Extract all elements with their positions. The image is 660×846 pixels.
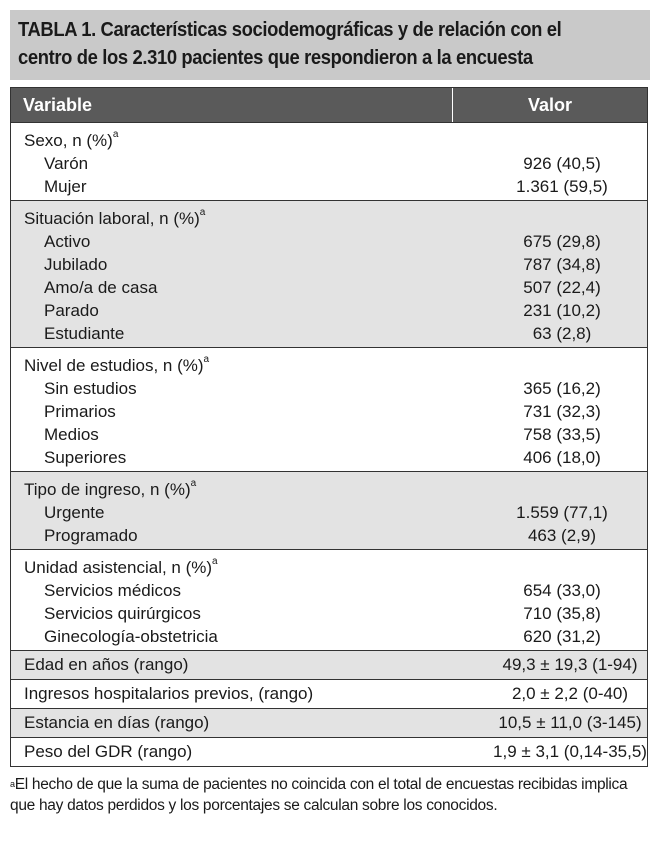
- row-label-text: Estudiante: [44, 323, 125, 343]
- row-value-text: 463 (2,9): [527, 525, 597, 545]
- table-row: [11, 579, 647, 602]
- group-heading-text: Unidad asistencial, n (%): [24, 557, 213, 577]
- table-group: [11, 200, 647, 347]
- row-value-text: 731 (32,3): [523, 401, 601, 421]
- row-value: [453, 232, 647, 252]
- table-row: [11, 524, 647, 547]
- row-value: [453, 154, 647, 174]
- row-value-text: 787 (34,8): [523, 254, 601, 274]
- row-value-text: 507 (22,4): [523, 277, 601, 297]
- row-label-text: Programado: [44, 525, 138, 545]
- table-row: [11, 602, 647, 625]
- row-value: [453, 684, 647, 704]
- row-value-text: 63 (2,8): [532, 323, 592, 343]
- table-body: [11, 122, 647, 766]
- footnote-text: El hecho de que la suma de pacientes no coincida con el total de encuestas recibidas implica que hay datos perdidos y los porcentajes se calculan sobre los conocidos.: [10, 776, 628, 814]
- group-heading-text: Nivel de estudios, n (%): [24, 355, 204, 375]
- row-label: [11, 713, 453, 733]
- group-heading: [11, 555, 453, 578]
- row-label-text: Ginecología-obstetricia: [44, 626, 218, 646]
- table-row: [11, 501, 647, 524]
- row-label-text: Varón: [44, 153, 89, 173]
- row-value-text: 710 (35,8): [523, 603, 601, 623]
- row-value: [453, 581, 647, 601]
- group-heading: [11, 206, 453, 229]
- table-title-line-1: TABLA 1. Características sociodemográficas y de relación con el: [18, 19, 562, 41]
- row-label-text: Primarios: [44, 401, 116, 421]
- group-heading-row: [11, 207, 647, 230]
- footnote-marker: a: [203, 353, 210, 365]
- row-value: [453, 177, 647, 197]
- row-value-text: 231 (10,2): [523, 300, 601, 320]
- row-value: [453, 425, 647, 445]
- table-group: [11, 122, 647, 200]
- table-row: [11, 650, 647, 679]
- row-label-text: Activo: [44, 231, 91, 251]
- row-label-text: Estancia en días (rango): [24, 713, 210, 732]
- table-row: [11, 152, 647, 175]
- row-label: [11, 177, 453, 197]
- row-value: [453, 448, 647, 468]
- row-value-text: 654 (33,0): [523, 580, 601, 600]
- row-label-text: Jubilado: [44, 254, 108, 274]
- row-value: [453, 301, 647, 321]
- row-value-text: 620 (31,2): [523, 626, 601, 646]
- row-value: [453, 255, 647, 275]
- table-row: [11, 679, 647, 708]
- row-label: [11, 324, 453, 344]
- footnote-marker: a: [212, 555, 218, 567]
- row-label-text: Medios: [44, 424, 99, 444]
- row-value-text: 926 (40,5): [523, 153, 601, 173]
- row-label: [11, 503, 453, 523]
- row-value: [453, 627, 647, 647]
- table-header: [11, 88, 647, 122]
- group-heading: [11, 128, 453, 151]
- row-label-text: Peso del GDR (rango): [24, 742, 193, 761]
- row-value-text: 49,3 ± 19,3 (1-94): [502, 655, 638, 674]
- table-group: [11, 347, 647, 471]
- row-label: [11, 526, 453, 546]
- row-value-text: 1.559 (77,1): [516, 502, 608, 522]
- row-value-text: 2,0 ± 2,2 (0-40): [511, 684, 629, 703]
- row-value: [453, 278, 647, 298]
- row-label: [11, 301, 453, 321]
- footnote-marker: a: [190, 477, 197, 489]
- row-label-text: Superiores: [44, 447, 127, 467]
- row-value: [453, 604, 647, 624]
- row-label: [11, 684, 453, 704]
- group-heading-text: Tipo de ingreso, n (%): [24, 479, 191, 499]
- footnote-marker: a: [199, 206, 206, 218]
- group-heading-text: Situación laboral, n (%): [24, 208, 200, 228]
- row-label-text: Amo/a de casa: [44, 277, 158, 297]
- table-row: [11, 446, 647, 469]
- row-label: [11, 655, 453, 675]
- row-label: [11, 278, 453, 298]
- table-title-box: [10, 10, 650, 80]
- table-row: [11, 737, 647, 766]
- table-row: [11, 322, 647, 345]
- row-label: [11, 402, 453, 422]
- row-label-text: Mujer: [44, 176, 87, 196]
- footnote: [10, 774, 655, 816]
- group-heading-row: [11, 129, 647, 152]
- row-value-text: 406 (18,0): [523, 447, 601, 467]
- table-title-line-2: centro de los 2.310 pacientes que respondieron a la encuesta: [18, 47, 533, 69]
- row-label: [11, 448, 453, 468]
- row-label-text: Servicios quirúrgicos: [44, 603, 201, 623]
- row-label-text: Edad en años (rango): [24, 655, 189, 674]
- row-label: [11, 255, 453, 275]
- table-row: [11, 230, 647, 253]
- row-label: [11, 742, 453, 762]
- row-label: [11, 627, 453, 647]
- row-value: [453, 742, 647, 762]
- table-row: [11, 423, 647, 446]
- group-heading-row: [11, 556, 647, 579]
- table-group: [11, 471, 647, 549]
- row-label: [11, 604, 453, 624]
- group-heading-row: [11, 478, 647, 501]
- row-label-text: Ingresos hospitalarios previos, (rango): [24, 684, 314, 703]
- table-group: [11, 549, 647, 650]
- row-label: [11, 425, 453, 445]
- table-row: [11, 708, 647, 737]
- table-row: [11, 400, 647, 423]
- table-row: [11, 625, 647, 648]
- row-label: [11, 581, 453, 601]
- row-value-text: 365 (16,2): [523, 378, 601, 398]
- group-heading-text: Sexo, n (%): [24, 130, 113, 150]
- row-value-text: 675 (29,8): [523, 231, 601, 251]
- row-label: [11, 232, 453, 252]
- row-value: [453, 655, 647, 675]
- row-value-text: 758 (33,5): [523, 424, 601, 444]
- table-row: [11, 377, 647, 400]
- row-label: [11, 154, 453, 174]
- row-label-text: Servicios médicos: [44, 580, 181, 600]
- row-value: [453, 379, 647, 399]
- row-value: [453, 526, 647, 546]
- table-row: [11, 276, 647, 299]
- group-heading-row: [11, 354, 647, 377]
- row-label-text: Parado: [44, 300, 99, 320]
- table-row: [11, 175, 647, 198]
- row-value: [453, 503, 647, 523]
- row-value-text: 1,9 ± 3,1 (0,14-35,5): [493, 742, 647, 761]
- footnote-marker: a: [112, 128, 119, 140]
- row-value-text: 1.361 (59,5): [516, 176, 608, 196]
- group-heading: [11, 477, 453, 500]
- group-heading: [11, 353, 453, 376]
- row-label: [11, 379, 453, 399]
- row-label-text: Urgente: [44, 502, 105, 522]
- header-variable: Variable: [11, 88, 453, 122]
- row-value: [453, 713, 647, 733]
- table-row: [11, 253, 647, 276]
- table-row: [11, 299, 647, 322]
- row-value: [453, 324, 647, 344]
- row-label-text: Sin estudios: [44, 378, 137, 398]
- data-table: [10, 87, 648, 767]
- row-value: [453, 402, 647, 422]
- footnote-mark: a: [10, 779, 15, 789]
- header-valor: Valor: [527, 94, 573, 115]
- row-value-text: 10,5 ± 11,0 (3-145): [498, 713, 642, 732]
